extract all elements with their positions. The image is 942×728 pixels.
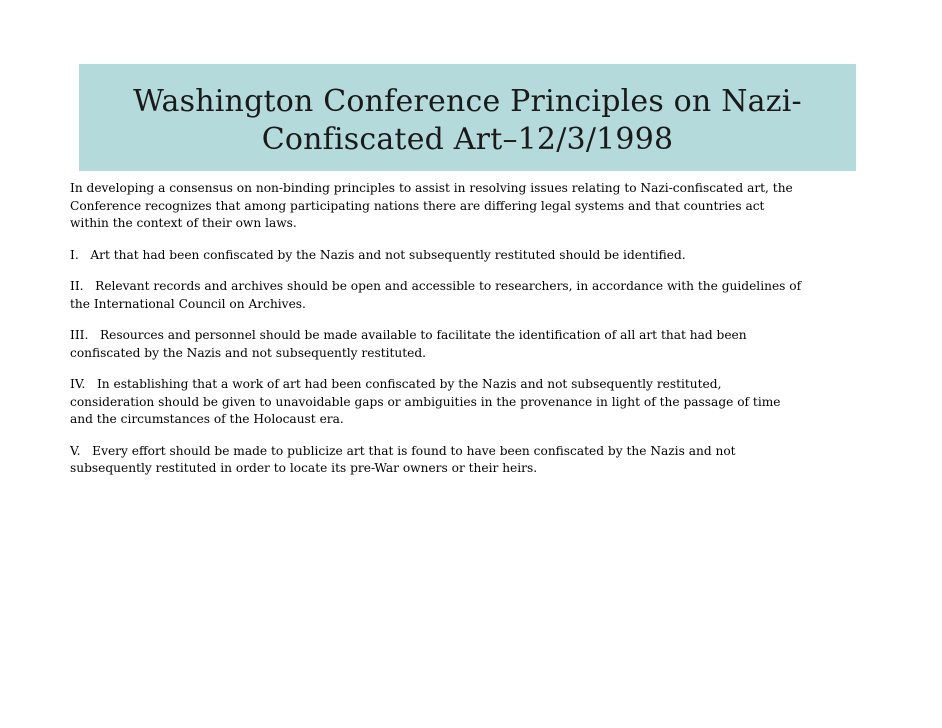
intro-line: Conference recognizes that among participating nations there are differing legal systems and that countries act [70,198,765,213]
principle-text: subsequently restituted in order to locate its pre-War owners or their heirs. [70,461,538,475]
principle-numeral: I. [70,247,79,262]
principle-2 [70,278,900,313]
principle-numeral: III. [70,328,89,342]
principle-text: Resources and personnel should be made available to facilitate the identification of all art that had been [99,328,747,342]
principle-text: Every effort should be made to publicize art that is found to have been confiscated by the Nazis and not [92,443,736,458]
principle-numeral: V. [70,443,81,458]
principle-text: and the circumstances of the Holocaust era. [70,412,344,426]
title-line-1: Washington Conference Principles on Nazi- [133,83,802,119]
principle-numeral: II. [70,279,84,293]
intro-line: In developing a consensus on non-binding principles to assist in resolving issues relating to Nazi-confiscated art, the [70,181,793,195]
principle-text: the International Council on Archives. [70,296,306,311]
title-banner [79,64,856,171]
title-line-2: Confiscated Art–12/3/1998 [261,121,674,157]
principle-4 [70,376,900,429]
intro-paragraph [70,180,900,233]
intro-line: within the context of their own laws. [70,216,297,230]
principle-text: Art that had been confiscated by the Nazis and not subsequently restituted should be identified. [90,247,686,262]
principle-1 [70,247,900,265]
document-body [70,180,900,492]
principle-text: Relevant records and archives should be open and accessible to researchers, in accordance with the guidelines of [95,279,802,293]
principle-text: confiscated by the Nazis and not subsequently restituted. [70,345,427,360]
principle-3 [70,327,900,362]
principle-text: consideration should be given to unavoidable gaps or ambiguities in the provenance in light of the passage of time [70,394,781,409]
principle-5 [70,443,900,478]
principle-numeral: IV. [70,377,86,391]
principle-text: In establishing that a work of art had been confiscated by the Nazis and not subsequently restituted, [96,377,722,391]
